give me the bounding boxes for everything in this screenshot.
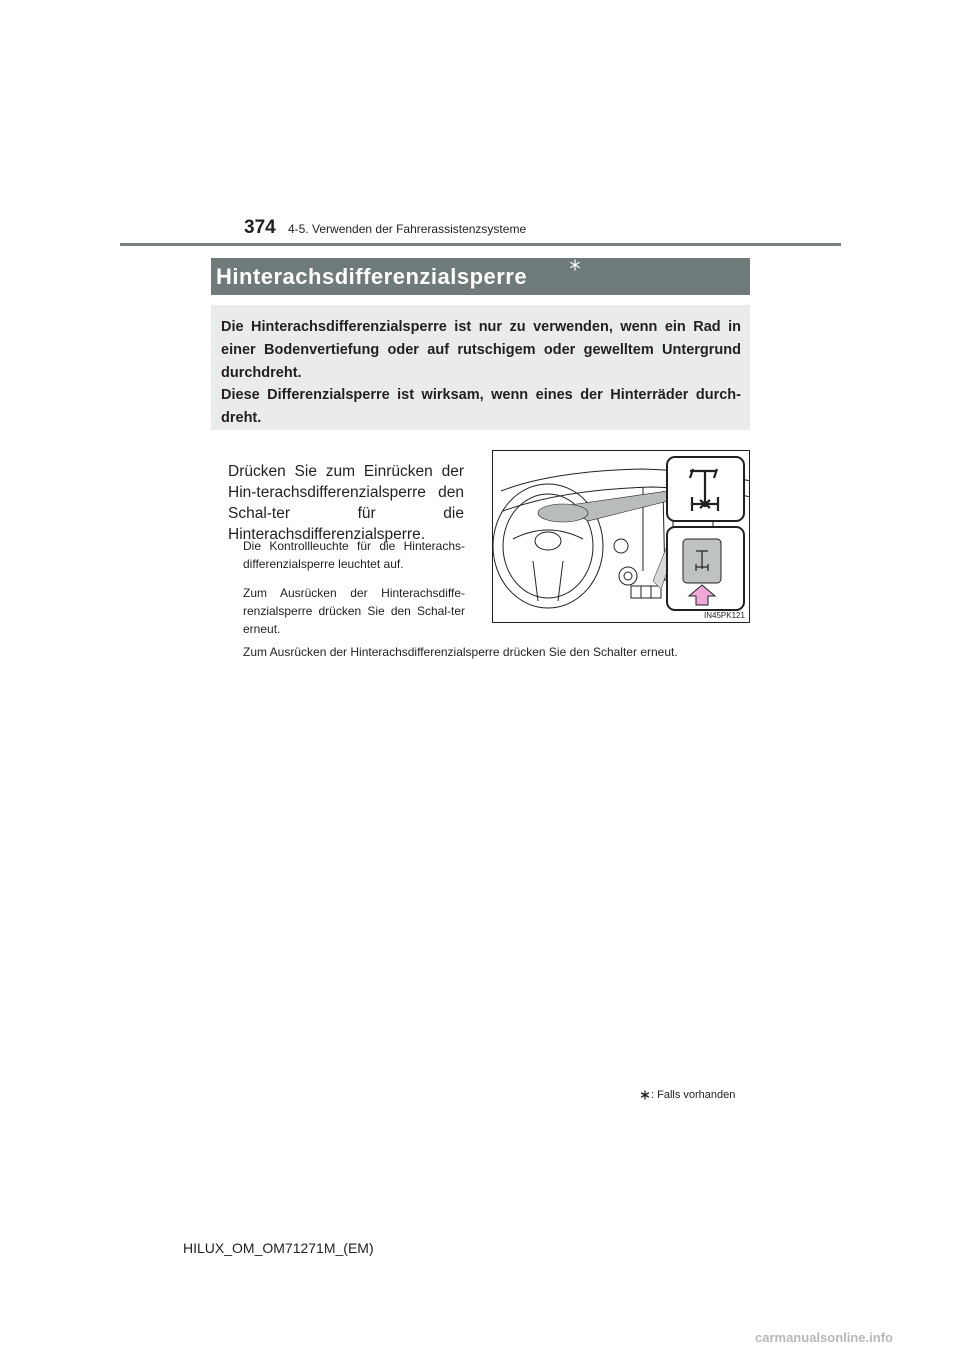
step-instruction: Drücken Sie zum Einrücken der Hin-terachsdifferenzialsperre den Schal-ter für die Hinterachsdifferenzialsperre.	[228, 463, 464, 543]
dashboard-figure	[492, 450, 750, 623]
footnote-asterisk-icon	[640, 1090, 650, 1100]
asterisk-icon	[568, 258, 582, 272]
dashboard-illustration	[493, 451, 750, 623]
note-disengage: Zum Ausrücken der Hinterachsdiffe-renzialsperre drücken Sie den Schal-ter erneut.	[243, 586, 465, 636]
intro-paragraph-2: Diese Differenzialsperre ist wirksam, wenn eines der Hinterräder durch-dreht.	[221, 387, 741, 426]
page-number: 374	[244, 217, 276, 238]
footnote: : Falls vorhanden	[651, 1089, 736, 1101]
intro-paragraph-1: Die Hinterachsdifferenzialsperre ist nur zu verwenden, wenn ein Rad in einer Bodenvertiefung oder auf rutschigem oder gewelltem Untergrund durchdreht.	[221, 319, 741, 381]
note-disengage-full: Zum Ausrücken der Hinterachsdifferenzialsperre drücken Sie den Schalter erneut.	[243, 645, 678, 659]
page-title: Hinterachsdifferenzialsperre	[216, 264, 528, 289]
watermark: carmanualsonline.info	[755, 1330, 893, 1345]
document-code: HILUX_OM_OM71271M_(EM)	[183, 1240, 374, 1256]
note-indicator-light: Die Kontrollleuchte für die Hinterachs-differenzialsperre leuchtet auf.	[243, 539, 465, 571]
header-rule	[120, 243, 841, 246]
figure-code: IN45PK121	[704, 611, 745, 620]
section-header: 4-5. Verwenden der Fahrerassistenzsysteme	[288, 222, 527, 236]
